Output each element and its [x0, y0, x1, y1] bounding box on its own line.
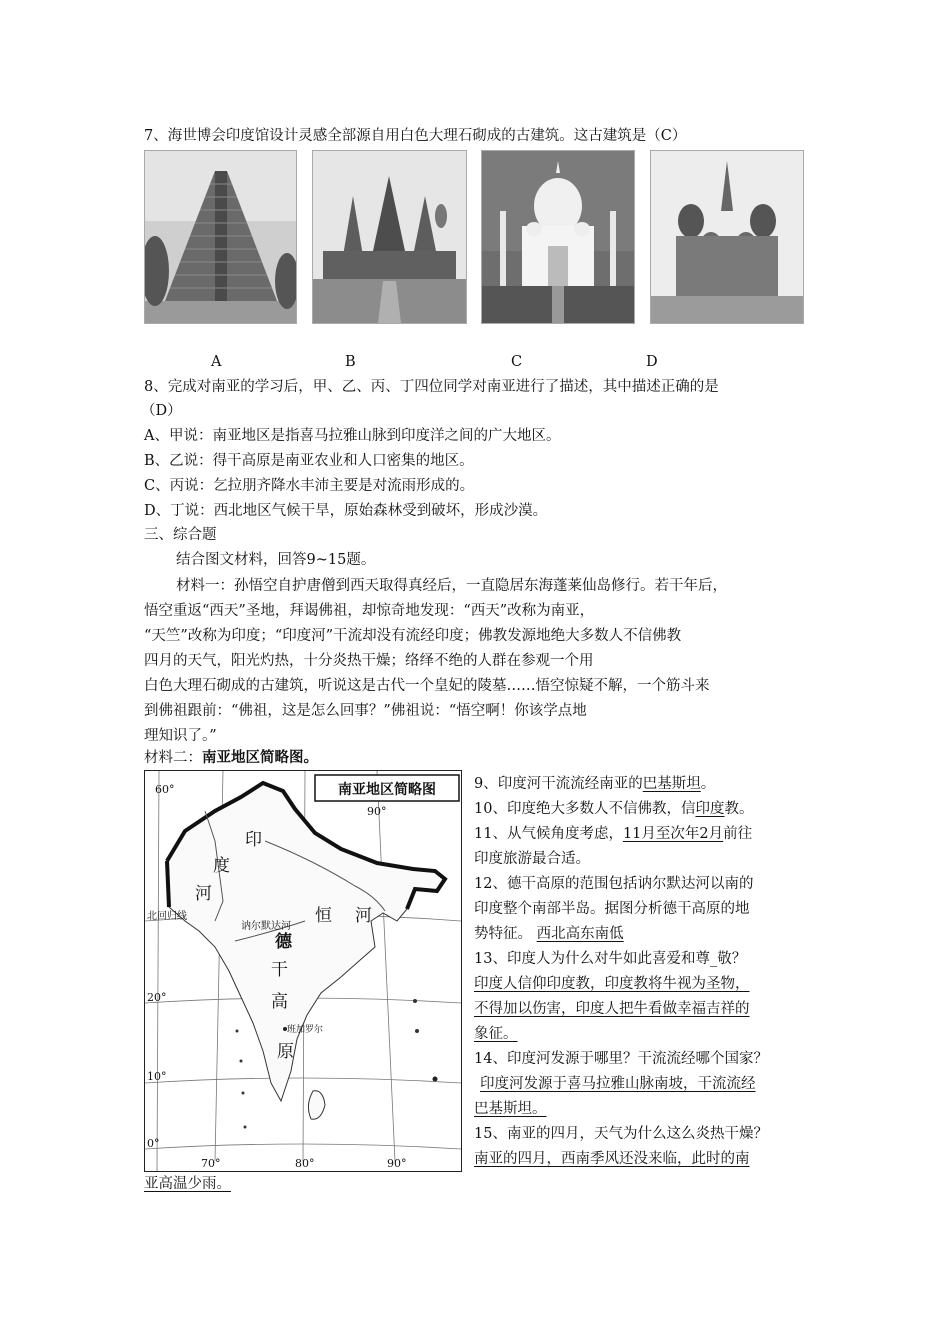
- q13-answer-line: 象征。: [474, 1026, 518, 1042]
- q10: [474, 799, 753, 819]
- q8-choice-b: B、乙说：得干高原是南亚农业和人口密集的地区。: [144, 453, 474, 469]
- q12-line3: [474, 924, 624, 944]
- pyramid-image: [145, 151, 296, 323]
- option-label-d: D: [646, 354, 658, 370]
- photo-option-a-pyramid: [144, 150, 297, 324]
- section-intro: 结合图文材料，回答9~15题。: [176, 552, 376, 568]
- q10-answer: 印度: [695, 801, 725, 817]
- q9-answer: 巴基斯坦: [642, 776, 701, 792]
- q9-end: 。: [700, 776, 716, 792]
- lon-label-80: 80°: [295, 1157, 315, 1170]
- q11-answer: 11月至次年2月: [622, 826, 724, 842]
- material1-line: 四月的天气，阳光灼热，十分炎热干燥；络绎不绝的人群在参观一个用: [144, 653, 594, 669]
- lon-label-60: 60°: [155, 783, 175, 796]
- q14-question: 14、印度河发源于哪里？干流流经哪个国家？: [474, 1051, 768, 1067]
- q15-question: 15、南亚的四月，天气为什么这么炎热干燥？: [474, 1126, 768, 1142]
- angkor-image: [313, 151, 466, 323]
- material1-line: 材料一：孙悟空自护唐僧到西天取得真经后，一直隐居东海蓬莱仙岛修行。若干年后，: [176, 578, 727, 594]
- option-label-b: B: [345, 354, 356, 370]
- option-label-a: A: [211, 354, 222, 370]
- material1-line: 理知识了。”: [144, 728, 217, 744]
- ganges-char: 河: [355, 906, 372, 926]
- meridian-60: [157, 771, 159, 1171]
- q12-line: 12、德干高原的范围包括讷尔默达河以南的: [474, 876, 754, 892]
- material2-heading: [144, 748, 318, 768]
- q15-answer-line: 亚高温少雨。: [144, 1176, 231, 1192]
- parallel-10: [145, 1078, 461, 1083]
- meridian-90: [377, 771, 395, 1161]
- lat-label-10: 10°: [147, 1070, 167, 1083]
- q8-question: 8、完成对南亚的学习后，甲、乙、丙、丁四位同学对南亚进行了描述，其中描述正确的是: [144, 379, 719, 395]
- q8-choice-d: D、丁说：西北地区气候干旱，原始森林受到破坏，形成沙漠。: [144, 503, 548, 519]
- q13-answer-line: 不得加以伤害，印度人把牛看做幸福吉祥的: [474, 1001, 750, 1017]
- photo-option-b-angkor: [312, 150, 467, 324]
- q14-answer-line: 巴基斯坦。: [474, 1101, 547, 1117]
- material2-label: 材料二：: [144, 750, 202, 766]
- lon-label-90: 90°: [387, 1157, 407, 1170]
- st-basil-image: [651, 151, 803, 323]
- deccan-char: 干: [271, 960, 288, 980]
- q9-text: 9、印度河干流流经南亚的: [474, 776, 643, 792]
- material1-line: 到佛祖跟前：“佛祖，这是怎么回事？”佛祖说：“悟空啊！你该学点地: [144, 703, 587, 719]
- map-title: 南亚地区简略图: [338, 782, 436, 798]
- material2-title: 南亚地区简略图。: [202, 749, 318, 766]
- q13-answer-line: 印度人信仰印度教，印度教将牛视为圣物，: [474, 976, 750, 992]
- q12-line: 印度整个南部半岛。据图分析德干高原的地: [474, 901, 750, 917]
- lon-label-90-top: 90°: [367, 805, 387, 818]
- option-label-c: C: [511, 354, 523, 370]
- q11-line2: 印度旅游最合适。: [474, 851, 590, 867]
- q10-end: 教。: [724, 801, 754, 817]
- lat-label-20: 20°: [147, 991, 167, 1004]
- q12-text: 势特征。: [474, 926, 532, 942]
- indus-char: 印: [245, 830, 262, 850]
- narmada-label: 讷尔默达河: [241, 921, 291, 932]
- q13-question: 13、印度人为什么对牛如此喜爱和尊_敬？: [474, 951, 747, 967]
- deccan-char: 高: [271, 992, 288, 1012]
- q7-question: 7、海世博会印度馆设计灵感全部源自用白色大理石砌成的古建筑。这古建筑是（C）: [144, 128, 687, 144]
- indus-char: 度: [213, 856, 230, 876]
- taj-mahal-image: [482, 151, 634, 323]
- photo-option-d-st-basil: [650, 150, 804, 324]
- photo-option-c-taj-mahal: [481, 150, 635, 324]
- lon-label-70: 70°: [201, 1157, 221, 1170]
- deccan-char: 原: [277, 1042, 294, 1062]
- material1-line: 悟空重返“西天”圣地，拜谒佛祖，却惊奇地发现：“西天”改称为南亚，: [144, 603, 595, 619]
- south-asia-map-svg: [145, 771, 461, 1171]
- material1-line: “天竺”改称为印度；“印度河”干流却没有流经印度；佛教发源地绝大多数人不信佛教: [144, 628, 682, 644]
- q11: [474, 824, 752, 844]
- tropic-label: 北回归线: [147, 911, 187, 922]
- lat-label-0: 0°: [147, 1137, 160, 1150]
- q15-answer-line: 南亚的四月，西南季风还没来临，此时的南: [474, 1151, 750, 1167]
- q8-choice-c: C、丙说：乞拉朋齐降水丰沛主要是对流雨形成的。: [144, 478, 475, 494]
- q8-answer: （D）: [141, 403, 182, 419]
- q8-choice-a: A、甲说：南亚地区是指喜马拉雅山脉到印度洋之间的广大地区。: [144, 428, 561, 444]
- q9: [474, 774, 715, 794]
- material1-line: 白色大理石砌成的古建筑，听说这是古代一个皇妃的陵墓……悟空惊疑不解，一个筋斗来: [144, 678, 710, 694]
- q12-answer: 西北高东南低: [536, 926, 624, 942]
- indus-char: 河: [195, 884, 212, 904]
- south-asia-map: [144, 770, 462, 1172]
- q14-answer-line: 印度河发源于喜马拉雅山脉南坡，干流流经: [480, 1076, 756, 1092]
- q11-end: 前往: [723, 826, 753, 842]
- bangalore-label: 班加罗尔: [287, 1025, 324, 1035]
- section-heading: 三、综合题: [144, 527, 217, 543]
- deccan-char: 德: [275, 932, 292, 952]
- q10-text: 10、印度绝大多数人不信佛教，信: [474, 801, 696, 817]
- q11-text: 11、从气候角度考虑，: [474, 826, 623, 842]
- ganges-char: 恒: [315, 906, 332, 926]
